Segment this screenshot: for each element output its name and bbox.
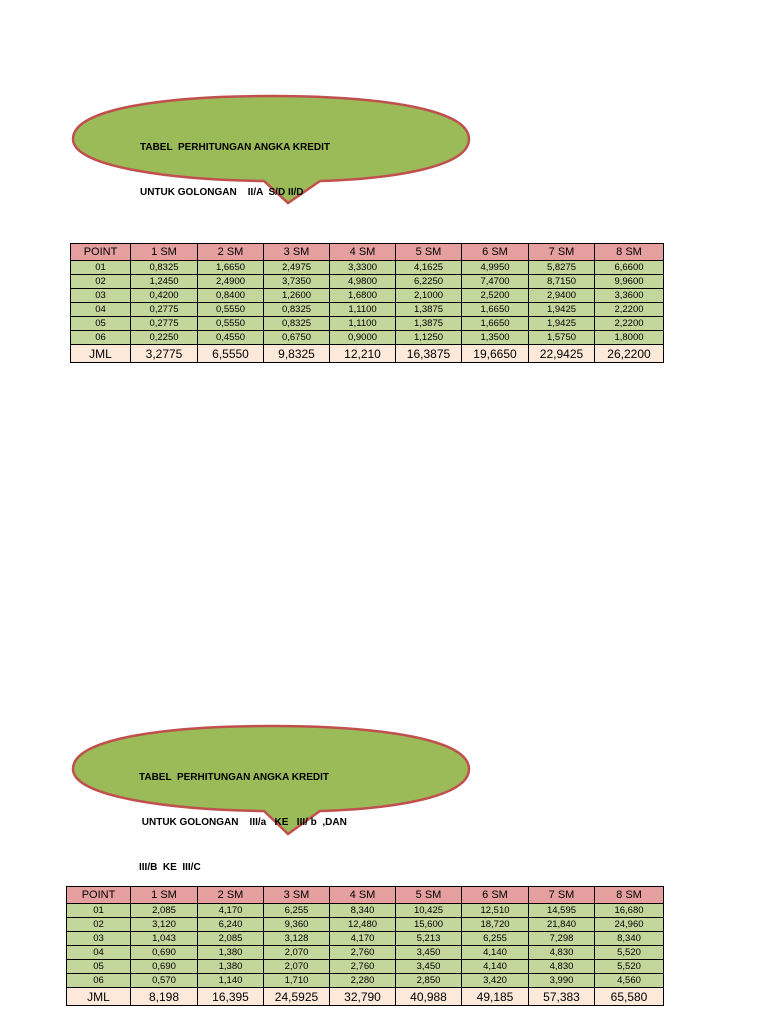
value-cell: 1,1100 [330,317,396,331]
value-cell: 2,4900 [198,275,264,289]
value-cell: 1,710 [264,974,330,988]
value-cell: 2,850 [396,974,462,988]
callout-2-text [139,740,347,905]
value-cell: 4,170 [198,904,264,918]
value-cell: 1,9425 [529,303,595,317]
value-cell: 3,420 [462,974,529,988]
callout-title-2 [68,722,474,873]
value-cell: 6,240 [198,918,264,932]
value-cell: 3,120 [131,918,198,932]
value-cell: 3,7350 [264,275,330,289]
value-cell: 3,3600 [595,289,664,303]
value-cell: 1,3875 [396,317,462,331]
value-cell: 6,255 [264,904,330,918]
point-cell: 05 [71,317,131,331]
total-cell: 9,8325 [264,345,330,363]
value-cell: 1,5750 [529,331,595,345]
value-cell: 1,2600 [264,289,330,303]
point-cell: 01 [71,261,131,275]
callout-1-text [140,110,330,230]
total-label: JML [71,345,131,363]
value-cell: 4,830 [529,960,595,974]
value-cell: 3,450 [396,960,462,974]
value-cell: 0,9000 [330,331,396,345]
table-row [67,932,664,946]
header-point: POINT [71,244,131,261]
table-row [67,918,664,932]
value-cell: 0,8325 [264,317,330,331]
header-sm-3: 3 SM [264,887,330,904]
value-cell: 8,340 [330,904,396,918]
point-cell: 05 [67,960,131,974]
value-cell: 4,170 [330,932,396,946]
callout-1-line-1: TABEL PERHITUNGAN ANGKA KREDIT [140,142,330,153]
table-row [67,974,664,988]
total-cell: 12,210 [330,345,396,363]
callout-2-line-2: UNTUK GOLONGAN III/a KE III/ b ,DAN [139,817,347,828]
value-cell: 5,213 [396,932,462,946]
value-cell: 1,2450 [131,275,198,289]
value-cell: 0,5550 [198,303,264,317]
table-row [71,289,664,303]
total-cell: 19,6650 [462,345,529,363]
header-sm-6: 6 SM [462,244,529,261]
header-sm-2: 2 SM [198,887,264,904]
value-cell: 10,425 [396,904,462,918]
total-cell: 16,3875 [396,345,462,363]
value-cell: 4,9800 [330,275,396,289]
point-cell: 03 [71,289,131,303]
table-row [71,303,664,317]
value-cell: 4,140 [462,960,529,974]
table-row [71,275,664,289]
point-cell: 03 [67,932,131,946]
point-cell: 02 [67,918,131,932]
value-cell: 2,085 [198,932,264,946]
value-cell: 6,6600 [595,261,664,275]
total-label: JML [67,988,131,1006]
total-cell: 40,988 [396,988,462,1006]
header-sm-1: 1 SM [131,887,198,904]
value-cell: 2,760 [330,946,396,960]
value-cell: 1,6800 [330,289,396,303]
value-cell: 3,990 [529,974,595,988]
header-sm-3: 3 SM [264,244,330,261]
point-cell: 02 [71,275,131,289]
value-cell: 2,070 [264,960,330,974]
point-cell: 06 [67,974,131,988]
value-cell: 6,255 [462,932,529,946]
value-cell: 16,680 [595,904,664,918]
total-cell: 3,2775 [131,345,198,363]
value-cell: 2,1000 [396,289,462,303]
value-cell: 2,085 [131,904,198,918]
header-sm-6: 6 SM [462,887,529,904]
value-cell: 2,070 [264,946,330,960]
value-cell: 3,128 [264,932,330,946]
value-cell: 14,595 [529,904,595,918]
value-cell: 8,7150 [529,275,595,289]
value-cell: 2,280 [330,974,396,988]
value-cell: 18,720 [462,918,529,932]
point-cell: 04 [67,946,131,960]
angka-kredit-table-1 [70,243,664,363]
value-cell: 0,8325 [131,261,198,275]
value-cell: 2,4975 [264,261,330,275]
callout-2-line-3: III/B KE III/C [139,862,201,873]
table-row [71,261,664,275]
callout-title-1 [68,92,474,210]
value-cell: 2,9400 [529,289,595,303]
total-cell: 65,580 [595,988,664,1006]
value-cell: 0,2775 [131,303,198,317]
point-cell: 04 [71,303,131,317]
value-cell: 0,8325 [264,303,330,317]
value-cell: 1,6650 [198,261,264,275]
value-cell: 8,340 [595,932,664,946]
table-row [67,960,664,974]
value-cell: 1,380 [198,960,264,974]
value-cell: 4,140 [462,946,529,960]
value-cell: 2,2200 [595,317,664,331]
angka-kredit-table-2 [66,886,664,1006]
value-cell: 0,4550 [198,331,264,345]
header-sm-7: 7 SM [529,887,595,904]
value-cell: 1,1100 [330,303,396,317]
total-row [71,345,664,363]
total-cell: 16,395 [198,988,264,1006]
value-cell: 4,560 [595,974,664,988]
value-cell: 1,9425 [529,317,595,331]
value-cell: 9,360 [264,918,330,932]
value-cell: 12,510 [462,904,529,918]
header-sm-8: 8 SM [595,244,664,261]
header-sm-7: 7 SM [529,244,595,261]
value-cell: 0,8400 [198,289,264,303]
value-cell: 5,8275 [529,261,595,275]
value-cell: 0,4200 [131,289,198,303]
value-cell: 1,380 [198,946,264,960]
value-cell: 5,520 [595,960,664,974]
value-cell: 3,450 [396,946,462,960]
value-cell: 0,2775 [131,317,198,331]
value-cell: 0,6750 [264,331,330,345]
header-sm-1: 1 SM [131,244,198,261]
value-cell: 0,5550 [198,317,264,331]
value-cell: 1,140 [198,974,264,988]
table-row [67,946,664,960]
header-row [71,244,664,261]
value-cell: 0,570 [131,974,198,988]
value-cell: 7,298 [529,932,595,946]
value-cell: 0,690 [131,960,198,974]
value-cell: 5,520 [595,946,664,960]
value-cell: 1,6650 [462,303,529,317]
value-cell: 0,690 [131,946,198,960]
total-row [67,988,664,1006]
value-cell: 15,600 [396,918,462,932]
total-cell: 22,9425 [529,345,595,363]
total-cell: 24,5925 [264,988,330,1006]
value-cell: 12,480 [330,918,396,932]
value-cell: 4,1625 [396,261,462,275]
callout-2-line-1: TABEL PERHITUNGAN ANGKA KREDIT [139,772,329,783]
header-sm-2: 2 SM [198,244,264,261]
total-cell: 26,2200 [595,345,664,363]
value-cell: 6,2250 [396,275,462,289]
value-cell: 2,760 [330,960,396,974]
value-cell: 9,9600 [595,275,664,289]
value-cell: 7,4700 [462,275,529,289]
value-cell: 1,8000 [595,331,664,345]
total-cell: 49,185 [462,988,529,1006]
total-cell: 32,790 [330,988,396,1006]
value-cell: 3,3300 [330,261,396,275]
value-cell: 4,830 [529,946,595,960]
value-cell: 0,2250 [131,331,198,345]
table-row [71,317,664,331]
total-cell: 8,198 [131,988,198,1006]
value-cell: 2,5200 [462,289,529,303]
value-cell: 1,6650 [462,317,529,331]
header-sm-5: 5 SM [396,244,462,261]
table-row [71,331,664,345]
header-sm-4: 4 SM [330,244,396,261]
total-cell: 57,383 [529,988,595,1006]
table-row [67,904,664,918]
total-cell: 6,5550 [198,345,264,363]
header-row [67,887,664,904]
point-cell: 06 [71,331,131,345]
value-cell: 24,960 [595,918,664,932]
callout-1-line-2: UNTUK GOLONGAN II/A S/D II/D [140,187,304,198]
value-cell: 21,840 [529,918,595,932]
value-cell: 2,2200 [595,303,664,317]
value-cell: 4,9950 [462,261,529,275]
header-point: POINT [67,887,131,904]
header-sm-5: 5 SM [396,887,462,904]
header-sm-8: 8 SM [595,887,664,904]
value-cell: 1,3875 [396,303,462,317]
value-cell: 1,043 [131,932,198,946]
point-cell: 01 [67,904,131,918]
value-cell: 1,1250 [396,331,462,345]
value-cell: 1,3500 [462,331,529,345]
header-sm-4: 4 SM [330,887,396,904]
